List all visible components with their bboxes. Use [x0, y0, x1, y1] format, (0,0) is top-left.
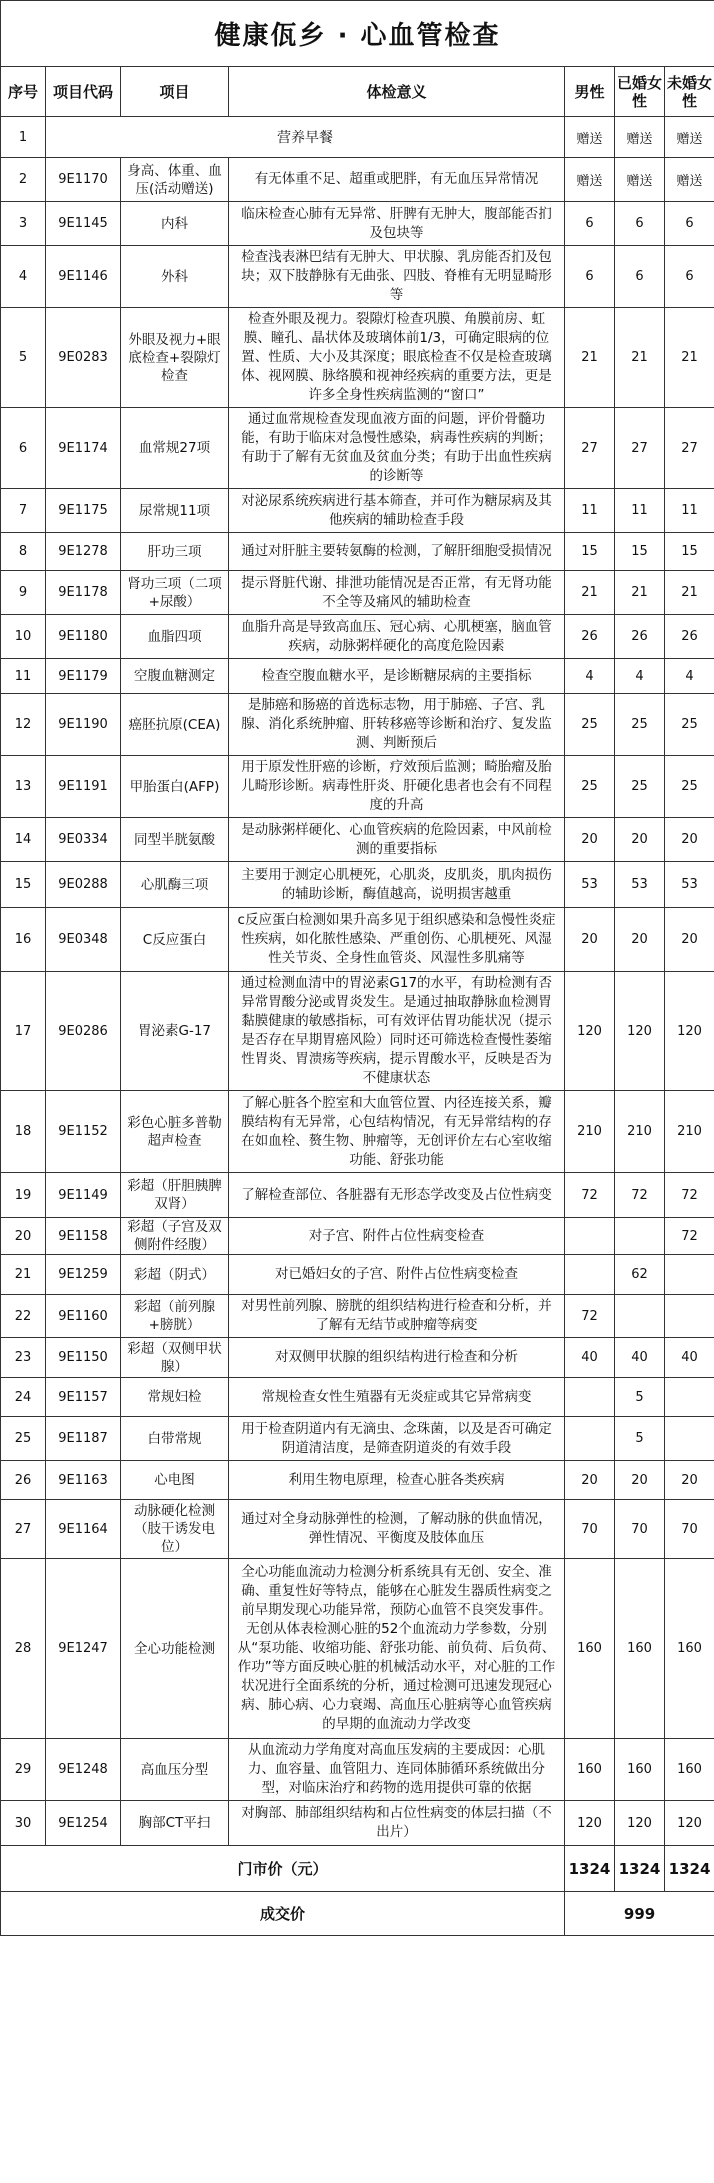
row-number: 25 [1, 1417, 46, 1461]
row-code: 9E0283 [46, 308, 121, 408]
row-price-married: 120 [615, 1801, 665, 1846]
row-number: 22 [1, 1295, 46, 1338]
row-meaning: 对胸部、肺部组织结构和占位性病变的体层扫描（不出片） [229, 1801, 565, 1846]
row-meaning: 提示肾脏代谢、排泄功能情况是否正常，有无肾功能不全等及痛风的辅助检查 [229, 571, 565, 615]
row-price-unmarried: 70 [665, 1500, 714, 1559]
table-row [1, 117, 714, 158]
row-price-married: 160 [615, 1739, 665, 1801]
row-price-unmarried: 72 [665, 1173, 714, 1218]
row-number: 3 [1, 202, 46, 246]
row-code: 9E1191 [46, 756, 121, 818]
row-meaning: 血脂升高是导致高血压、冠心病、心肌梗塞，脑血管疾病，动脉粥样硬化的高度危险因素 [229, 615, 565, 659]
list-price-label: 门市价（元） [1, 1846, 565, 1892]
row-price-married: 120 [615, 972, 665, 1091]
table-row [1, 1255, 714, 1295]
row-code: 9E1149 [46, 1173, 121, 1218]
row-price-married [615, 1295, 665, 1338]
deal-price-value: 999 [565, 1892, 714, 1936]
row-price-male: 160 [565, 1739, 615, 1801]
row-price-male: 120 [565, 1801, 615, 1846]
page-title: 健康佤乡 · 心血管检查 [1, 1, 714, 67]
row-code: 9E1187 [46, 1417, 121, 1461]
row-price-unmarried: 120 [665, 1801, 714, 1846]
row-price-married [615, 1218, 665, 1255]
row-meaning: 了解心脏各个腔室和大血管位置、内径连接关系，瓣膜结构有无异常，心包结构情况，有无异常结构的存在如血栓、赘生物、肿瘤等，无创评价左右心室收缩功能、舒张功能 [229, 1091, 565, 1173]
table-row [1, 533, 714, 571]
row-code: 9E1152 [46, 1091, 121, 1173]
table-row [1, 818, 714, 862]
row-code: 9E1170 [46, 158, 121, 202]
table-row [1, 1461, 714, 1500]
row-number: 27 [1, 1500, 46, 1559]
table-row [1, 659, 714, 694]
row-meaning: 通过对肝脏主要转氨酶的检测，了解肝细胞受损情况 [229, 533, 565, 571]
row-price-married: 赠送 [615, 158, 665, 202]
row-price-married: 20 [615, 1461, 665, 1500]
row-number: 10 [1, 615, 46, 659]
row-price-married: 40 [615, 1338, 665, 1378]
row-price-male: 210 [565, 1091, 615, 1173]
row-meaning: 常规检查女性生殖器有无炎症或其它异常病变 [229, 1378, 565, 1417]
row-price-male: 21 [565, 571, 615, 615]
row-code: 9E0334 [46, 818, 121, 862]
row-price-male: 6 [565, 202, 615, 246]
table-row [1, 1500, 714, 1559]
row-price-married: 26 [615, 615, 665, 659]
row-price-married: 6 [615, 246, 665, 308]
row-number: 9 [1, 571, 46, 615]
row-price-married: 赠送 [615, 117, 665, 158]
table-row [1, 972, 714, 1091]
row-price-unmarried: 21 [665, 571, 714, 615]
row-price-male: 赠送 [565, 158, 615, 202]
row-price-married: 27 [615, 408, 665, 489]
row-item: 彩色心脏多普勒超声检查 [121, 1091, 229, 1173]
list-price-married: 1324 [615, 1846, 665, 1892]
row-item: 尿常规11项 [121, 489, 229, 533]
row-price-male: 40 [565, 1338, 615, 1378]
row-item: 身高、体重、血压(活动赠送) [121, 158, 229, 202]
row-number: 13 [1, 756, 46, 818]
row-code: 9E1254 [46, 1801, 121, 1846]
row-price-unmarried: 21 [665, 308, 714, 408]
row-meaning: 了解检查部位、各脏器有无形态学改变及占位性病变 [229, 1173, 565, 1218]
row-price-male: 25 [565, 694, 615, 756]
row-price-married: 25 [615, 694, 665, 756]
row-price-male: 25 [565, 756, 615, 818]
row-price-male: 15 [565, 533, 615, 571]
row-item: 心电图 [121, 1461, 229, 1500]
row-code: 9E1146 [46, 246, 121, 308]
table-row [1, 308, 714, 408]
row-item: 高血压分型 [121, 1739, 229, 1801]
row-number: 8 [1, 533, 46, 571]
row-price-unmarried [665, 1295, 714, 1338]
row-code: 9E1259 [46, 1255, 121, 1295]
row-number: 19 [1, 1173, 46, 1218]
row-price-married: 70 [615, 1500, 665, 1559]
row-code: 9E1278 [46, 533, 121, 571]
row-meaning: 通过检测血清中的胃泌素G17的水平，有助检测有否异常胃酸分泌或胃炎发生。是通过抽取静脉血检测胃黏膜健康的敏感指标，可有效评估胃功能状况（提示是否存在早期胃癌风险）同时还可筛选检查慢性萎缩性胃炎、胃溃疡等疾病，提示胃酸水平，反映是否为不健康状态 [229, 972, 565, 1091]
row-number: 16 [1, 908, 46, 972]
row-number: 21 [1, 1255, 46, 1295]
row-price-married: 160 [615, 1559, 665, 1739]
row-price-unmarried: 160 [665, 1559, 714, 1739]
row-price-married: 11 [615, 489, 665, 533]
row-number: 17 [1, 972, 46, 1091]
header-no: 序号 [1, 67, 46, 117]
row-price-married: 5 [615, 1378, 665, 1417]
deal-price-label: 成交价 [1, 1892, 565, 1936]
row-price-unmarried: 15 [665, 533, 714, 571]
row-price-unmarried: 25 [665, 694, 714, 756]
table-row [1, 1173, 714, 1218]
row-item: 彩超（双侧甲状腺） [121, 1338, 229, 1378]
row-price-unmarried: 25 [665, 756, 714, 818]
row-meaning: 全心功能血流动力检测分析系统具有无创、安全、准确、重复性好等特点，能够在心脏发生器质性病变之前早期发现心功能异常，预防心血管不良突发事件。无创从体表检测心脏的52个血流动力学参数，分别从“泵功能、收缩功能、舒张功能、前负荷、后负荷、作功”等方面反映心脏的机械活动水平，对心脏的工作状况进行全面系统的分析，通过检测可迅速发现冠心病、肺心病、心力衰竭、高血压心脏病等心血管疾病的早期的血流动力学改变 [229, 1559, 565, 1739]
row-meaning: 是动脉粥样硬化、心血管疾病的危险因素，中风前检测的重要指标 [229, 818, 565, 862]
row-price-male: 11 [565, 489, 615, 533]
row-meaning: 从血流动力学角度对高血压发病的主要成因：心肌力、血容量、血管阻力、连同体肺循环系统做出分型，对临床治疗和药物的选用提供可靠的依据 [229, 1739, 565, 1801]
row-number: 23 [1, 1338, 46, 1378]
row-item: 肝功三项 [121, 533, 229, 571]
row-price-married: 25 [615, 756, 665, 818]
row-price-male [565, 1417, 615, 1461]
row-number: 7 [1, 489, 46, 533]
row-item: 常规妇检 [121, 1378, 229, 1417]
row-meaning: 用于原发性肝癌的诊断，疗效预后监测；畸胎瘤及胎儿畸形诊断。病毒性肝炎、肝硬化患者也会有不同程度的升高 [229, 756, 565, 818]
row-meaning: 检查浅表淋巴结有无肿大、甲状腺、乳房能否扪及包块；双下肢静脉有无曲张、四肢、脊椎有无明显畸形等 [229, 246, 565, 308]
table-row [1, 694, 714, 756]
table-row [1, 202, 714, 246]
row-code: 9E1179 [46, 659, 121, 694]
row-price-male: 27 [565, 408, 615, 489]
row-price-unmarried: 20 [665, 818, 714, 862]
row-price-male: 6 [565, 246, 615, 308]
row-meaning: 检查外眼及视力。裂隙灯检查巩膜、角膜前房、虹膜、瞳孔、晶状体及玻璃体前1/3，可确定眼病的位置、性质、大小及其深度；眼底检查不仅是检查玻璃体、视网膜、脉络膜和视神经疾病的重要方法，更是许多全身性疾病监测的“窗口” [229, 308, 565, 408]
row-price-male: 120 [565, 972, 615, 1091]
row-price-male: 72 [565, 1173, 615, 1218]
row-meaning: 营养早餐 [46, 117, 565, 158]
row-price-unmarried: 40 [665, 1338, 714, 1378]
row-price-unmarried [665, 1378, 714, 1417]
row-price-male: 70 [565, 1500, 615, 1559]
row-code: 9E1160 [46, 1295, 121, 1338]
header-male: 男性 [565, 67, 615, 117]
row-meaning: 对泌尿系统疾病进行基本筛查，并可作为糖尿病及其他疾病的辅助检查手段 [229, 489, 565, 533]
row-code: 9E1145 [46, 202, 121, 246]
row-meaning: 通过对全身动脉弹性的检测，了解动脉的供血情况，弹性情况、平衡度及肢体血压 [229, 1500, 565, 1559]
row-number: 12 [1, 694, 46, 756]
row-price-unmarried: 20 [665, 1461, 714, 1500]
row-price-married: 6 [615, 202, 665, 246]
row-price-male: 72 [565, 1295, 615, 1338]
row-price-male [565, 1218, 615, 1255]
header-meaning: 体检意义 [229, 67, 565, 117]
row-item: 心肌酶三项 [121, 862, 229, 908]
header-unmarried-female: 未婚女性 [665, 67, 714, 117]
row-item: 胃泌素G-17 [121, 972, 229, 1091]
row-price-male: 53 [565, 862, 615, 908]
row-price-unmarried: 6 [665, 246, 714, 308]
row-price-unmarried: 赠送 [665, 158, 714, 202]
row-number: 26 [1, 1461, 46, 1500]
row-code: 9E1180 [46, 615, 121, 659]
row-item: 彩超（子宫及双侧附件经腹） [121, 1218, 229, 1255]
list-price-unmarried: 1324 [665, 1846, 714, 1892]
table-row [1, 756, 714, 818]
row-price-unmarried: 27 [665, 408, 714, 489]
table-row [1, 1295, 714, 1338]
row-price-married: 53 [615, 862, 665, 908]
row-code: 9E1158 [46, 1218, 121, 1255]
row-code: 9E1190 [46, 694, 121, 756]
row-price-unmarried: 6 [665, 202, 714, 246]
row-price-male: 4 [565, 659, 615, 694]
row-number: 28 [1, 1559, 46, 1739]
row-code: 9E1157 [46, 1378, 121, 1417]
row-number: 29 [1, 1739, 46, 1801]
row-price-unmarried [665, 1417, 714, 1461]
row-code: 9E1178 [46, 571, 121, 615]
row-price-unmarried: 72 [665, 1218, 714, 1255]
row-item: 肾功三项（二项+尿酸） [121, 571, 229, 615]
row-price-unmarried: 11 [665, 489, 714, 533]
row-item: 全心功能检测 [121, 1559, 229, 1739]
row-price-unmarried: 赠送 [665, 117, 714, 158]
row-price-married: 21 [615, 571, 665, 615]
row-number: 4 [1, 246, 46, 308]
row-item: 外眼及视力+眼底检查+裂隙灯检查 [121, 308, 229, 408]
row-price-unmarried: 53 [665, 862, 714, 908]
row-price-unmarried: 4 [665, 659, 714, 694]
row-number: 30 [1, 1801, 46, 1846]
row-code: 9E1163 [46, 1461, 121, 1500]
row-item: 彩超（肝胆胰脾双肾） [121, 1173, 229, 1218]
row-price-unmarried: 210 [665, 1091, 714, 1173]
header-married-female: 已婚女性 [615, 67, 665, 117]
row-item: 动脉硬化检测（肢干诱发电位） [121, 1500, 229, 1559]
row-item: 血常规27项 [121, 408, 229, 489]
row-price-unmarried: 20 [665, 908, 714, 972]
row-meaning: c反应蛋白检测如果升高多见于组织感染和急慢性炎症性疾病，如化脓性感染、严重创伤、心肌梗死、风湿性关节炎、全身性血管炎、风湿性多肌痛等 [229, 908, 565, 972]
table-row [1, 571, 714, 615]
row-price-married: 20 [615, 908, 665, 972]
table-row [1, 1739, 714, 1801]
row-meaning: 对双侧甲状腺的组织结构进行检查和分析 [229, 1338, 565, 1378]
row-price-male: 赠送 [565, 117, 615, 158]
row-number: 11 [1, 659, 46, 694]
row-item: 白带常规 [121, 1417, 229, 1461]
table-row [1, 408, 714, 489]
table-row [1, 908, 714, 972]
row-code: 9E0348 [46, 908, 121, 972]
row-item: 甲胎蛋白(AFP) [121, 756, 229, 818]
header-item: 项目 [121, 67, 229, 117]
list-price-male: 1324 [565, 1846, 615, 1892]
row-price-male: 20 [565, 1461, 615, 1500]
row-price-male: 20 [565, 818, 615, 862]
row-price-male [565, 1378, 615, 1417]
row-price-married: 20 [615, 818, 665, 862]
row-number: 6 [1, 408, 46, 489]
row-item: C反应蛋白 [121, 908, 229, 972]
row-price-unmarried: 26 [665, 615, 714, 659]
row-price-male: 26 [565, 615, 615, 659]
row-price-married: 4 [615, 659, 665, 694]
row-number: 18 [1, 1091, 46, 1173]
row-meaning: 对子宫、附件占位性病变检查 [229, 1218, 565, 1255]
table-row [1, 1801, 714, 1846]
table-row [1, 1218, 714, 1255]
row-item: 胸部CT平扫 [121, 1801, 229, 1846]
row-price-married: 62 [615, 1255, 665, 1295]
row-number: 24 [1, 1378, 46, 1417]
table-row [1, 862, 714, 908]
table-row [1, 246, 714, 308]
row-price-married: 72 [615, 1173, 665, 1218]
row-price-male: 21 [565, 308, 615, 408]
row-item: 血脂四项 [121, 615, 229, 659]
row-item: 彩超（前列腺+膀胱） [121, 1295, 229, 1338]
row-meaning: 临床检查心肺有无异常、肝脾有无肿大，腹部能否扪及包块等 [229, 202, 565, 246]
row-number: 1 [1, 117, 46, 158]
row-meaning: 检查空腹血糖水平，是诊断糖尿病的主要指标 [229, 659, 565, 694]
row-item: 同型半胱氨酸 [121, 818, 229, 862]
row-price-male: 160 [565, 1559, 615, 1739]
table-row [1, 615, 714, 659]
row-meaning: 用于检查阴道内有无滴虫、念珠菌，以及是否可确定阴道清洁度，是筛查阴道炎的有效手段 [229, 1417, 565, 1461]
row-code: 9E1164 [46, 1500, 121, 1559]
row-code: 9E1150 [46, 1338, 121, 1378]
row-price-married: 210 [615, 1091, 665, 1173]
row-meaning: 通过血常规检查发现血液方面的问题，评价骨髓功能，有助于临床对急慢性感染，病毒性疾病的判断；有助于了解有无贫血及贫血分类；有助于出血性疾病的诊断等 [229, 408, 565, 489]
row-meaning: 主要用于测定心肌梗死，心肌炎，皮肌炎，肌肉损伤的辅助诊断，酶值越高，说明损害越重 [229, 862, 565, 908]
row-meaning: 是肺癌和肠癌的首选标志物，用于肺癌、子宫、乳腺、消化系统肿瘤、肝转移癌等诊断和治疗、复发监测、判断预后 [229, 694, 565, 756]
row-price-unmarried: 120 [665, 972, 714, 1091]
row-price-married: 15 [615, 533, 665, 571]
row-price-unmarried: 160 [665, 1739, 714, 1801]
row-price-married: 5 [615, 1417, 665, 1461]
row-number: 14 [1, 818, 46, 862]
table-row [1, 1559, 714, 1739]
row-meaning: 对男性前列腺、膀胱的组织结构进行检查和分析，并了解有无结节或肿瘤等病变 [229, 1295, 565, 1338]
row-price-unmarried [665, 1255, 714, 1295]
row-item: 癌胚抗原(CEA) [121, 694, 229, 756]
row-code: 9E0286 [46, 972, 121, 1091]
row-meaning: 有无体重不足、超重或肥胖，有无血压异常情况 [229, 158, 565, 202]
row-item: 外科 [121, 246, 229, 308]
row-code: 9E1247 [46, 1559, 121, 1739]
row-code: 9E1248 [46, 1739, 121, 1801]
row-number: 2 [1, 158, 46, 202]
table-row [1, 158, 714, 202]
row-number: 20 [1, 1218, 46, 1255]
row-code: 9E1174 [46, 408, 121, 489]
row-item: 内科 [121, 202, 229, 246]
row-meaning: 利用生物电原理，检查心脏各类疾病 [229, 1461, 565, 1500]
row-code: 9E1175 [46, 489, 121, 533]
row-meaning: 对已婚妇女的子宫、附件占位性病变检查 [229, 1255, 565, 1295]
table-row [1, 1417, 714, 1461]
row-price-married: 21 [615, 308, 665, 408]
header-code: 项目代码 [46, 67, 121, 117]
row-number: 15 [1, 862, 46, 908]
table-row [1, 1091, 714, 1173]
row-item: 空腹血糖测定 [121, 659, 229, 694]
row-code: 9E0288 [46, 862, 121, 908]
row-number: 5 [1, 308, 46, 408]
row-price-male: 20 [565, 908, 615, 972]
table-row [1, 489, 714, 533]
table-row [1, 1338, 714, 1378]
table-row [1, 1378, 714, 1417]
row-price-male [565, 1255, 615, 1295]
row-item: 彩超（阴式） [121, 1255, 229, 1295]
